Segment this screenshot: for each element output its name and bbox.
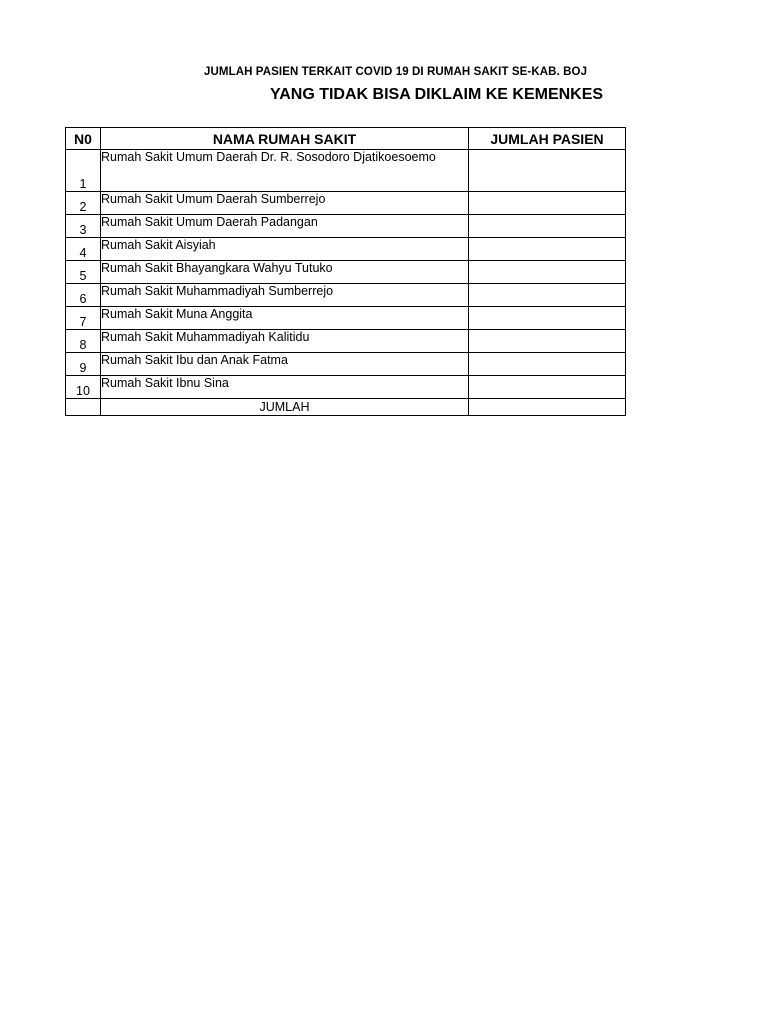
row-number: 4	[66, 238, 101, 261]
row-number: 10	[66, 376, 101, 399]
table-row	[66, 192, 626, 215]
hospital-name: Rumah Sakit Muhammadiyah Kalitidu	[101, 330, 469, 353]
hospital-name: Rumah Sakit Bhayangkara Wahyu Tutuko	[101, 261, 469, 284]
row-number: 8	[66, 330, 101, 353]
hospital-name: Rumah Sakit Umum Daerah Sumberrejo	[101, 192, 469, 215]
table-row	[66, 215, 626, 238]
hospital-name: Rumah Sakit Muhammadiyah Sumberrejo	[101, 284, 469, 307]
row-number: 1	[66, 150, 101, 192]
hospital-name: Rumah Sakit Muna Anggita	[101, 307, 469, 330]
header-patient-count: JUMLAH PASIEN	[469, 128, 626, 150]
table-row	[66, 238, 626, 261]
document-title: JUMLAH PASIEN TERKAIT COVID 19 DI RUMAH SAKIT SE-KAB. BOJ	[204, 66, 588, 78]
hospital-name: Rumah Sakit Umum Daerah Padangan	[101, 215, 469, 238]
patient-count-cell	[469, 307, 626, 330]
total-count-cell	[469, 399, 626, 416]
header-hospital-name: NAMA RUMAH SAKIT	[101, 128, 469, 150]
hospital-name: Rumah Sakit Aisyiah	[101, 238, 469, 261]
hospital-patient-table	[65, 127, 626, 416]
table-row	[66, 353, 626, 376]
table-row	[66, 330, 626, 353]
patient-count-cell	[469, 353, 626, 376]
row-number: 5	[66, 261, 101, 284]
patient-count-cell	[469, 238, 626, 261]
header-no: N0	[66, 128, 101, 150]
total-label: JUMLAH	[101, 399, 469, 416]
row-number: 3	[66, 215, 101, 238]
patient-count-cell	[469, 150, 626, 192]
patient-count-cell	[469, 215, 626, 238]
patient-count-cell	[469, 284, 626, 307]
table-row	[66, 150, 626, 192]
patient-count-cell	[469, 330, 626, 353]
row-number: 6	[66, 284, 101, 307]
row-number: 7	[66, 307, 101, 330]
row-number: 9	[66, 353, 101, 376]
total-row	[66, 399, 626, 416]
hospital-name: Rumah Sakit Ibnu Sina	[101, 376, 469, 399]
hospital-name: Rumah Sakit Umum Daerah Dr. R. Sosodoro Djatikoesoemo	[101, 150, 469, 192]
table-header-row	[66, 128, 626, 150]
patient-count-cell	[469, 376, 626, 399]
hospital-name: Rumah Sakit Ibu dan Anak Fatma	[101, 353, 469, 376]
table-row	[66, 376, 626, 399]
table-row	[66, 284, 626, 307]
total-no-cell	[66, 399, 101, 416]
patient-count-cell	[469, 192, 626, 215]
table-row	[66, 261, 626, 284]
row-number: 2	[66, 192, 101, 215]
table-row	[66, 307, 626, 330]
patient-count-cell	[469, 261, 626, 284]
document-subtitle: YANG TIDAK BISA DIKLAIM KE KEMENKES	[270, 86, 604, 103]
